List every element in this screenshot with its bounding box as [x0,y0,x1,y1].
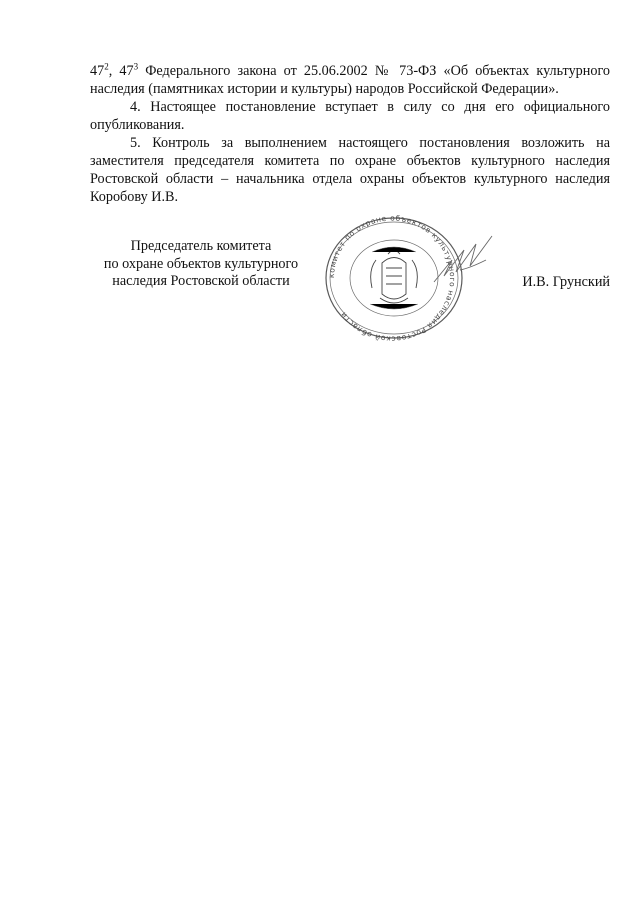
handwritten-signature-icon [430,230,500,290]
signer-title-line: Председатель комитета [130,238,272,254]
article-ref: 47 [90,63,105,79]
signer-name: И.В. Грунский [522,274,610,290]
signer-title-line: по охране объектов культурного [103,255,299,272]
paragraph-4: 4. Настоящее постановление вступает в силу со дня его официального опубликования. [90,99,610,133]
article-ref-superscript: 2 [104,61,109,72]
paragraph-5: 5. Контроль за выполнением настоящего постановления возложить на заместителя председателя комитета по охране объектов культурного наследия Ростовской области – начальника отдела охраны объектов культурного наследия Коробову И.В. [90,135,610,205]
paragraph-continuation [90,62,610,98]
paragraph-text: Федерального закона от 25.06.2002 № 73-ФЗ «Об объектах культурного наследия (памятниках истории и культуры) народов Российской Федерации». [90,63,611,97]
document-body [90,62,610,206]
article-ref-superscript: 3 [133,61,139,72]
signer-title [92,238,310,291]
article-ref: , 47 [108,63,134,79]
signer-title-line: наследия Ростовской области [112,273,290,289]
seal-text: комитет по охране объектов культурного наследия Ростовской области [326,213,458,344]
